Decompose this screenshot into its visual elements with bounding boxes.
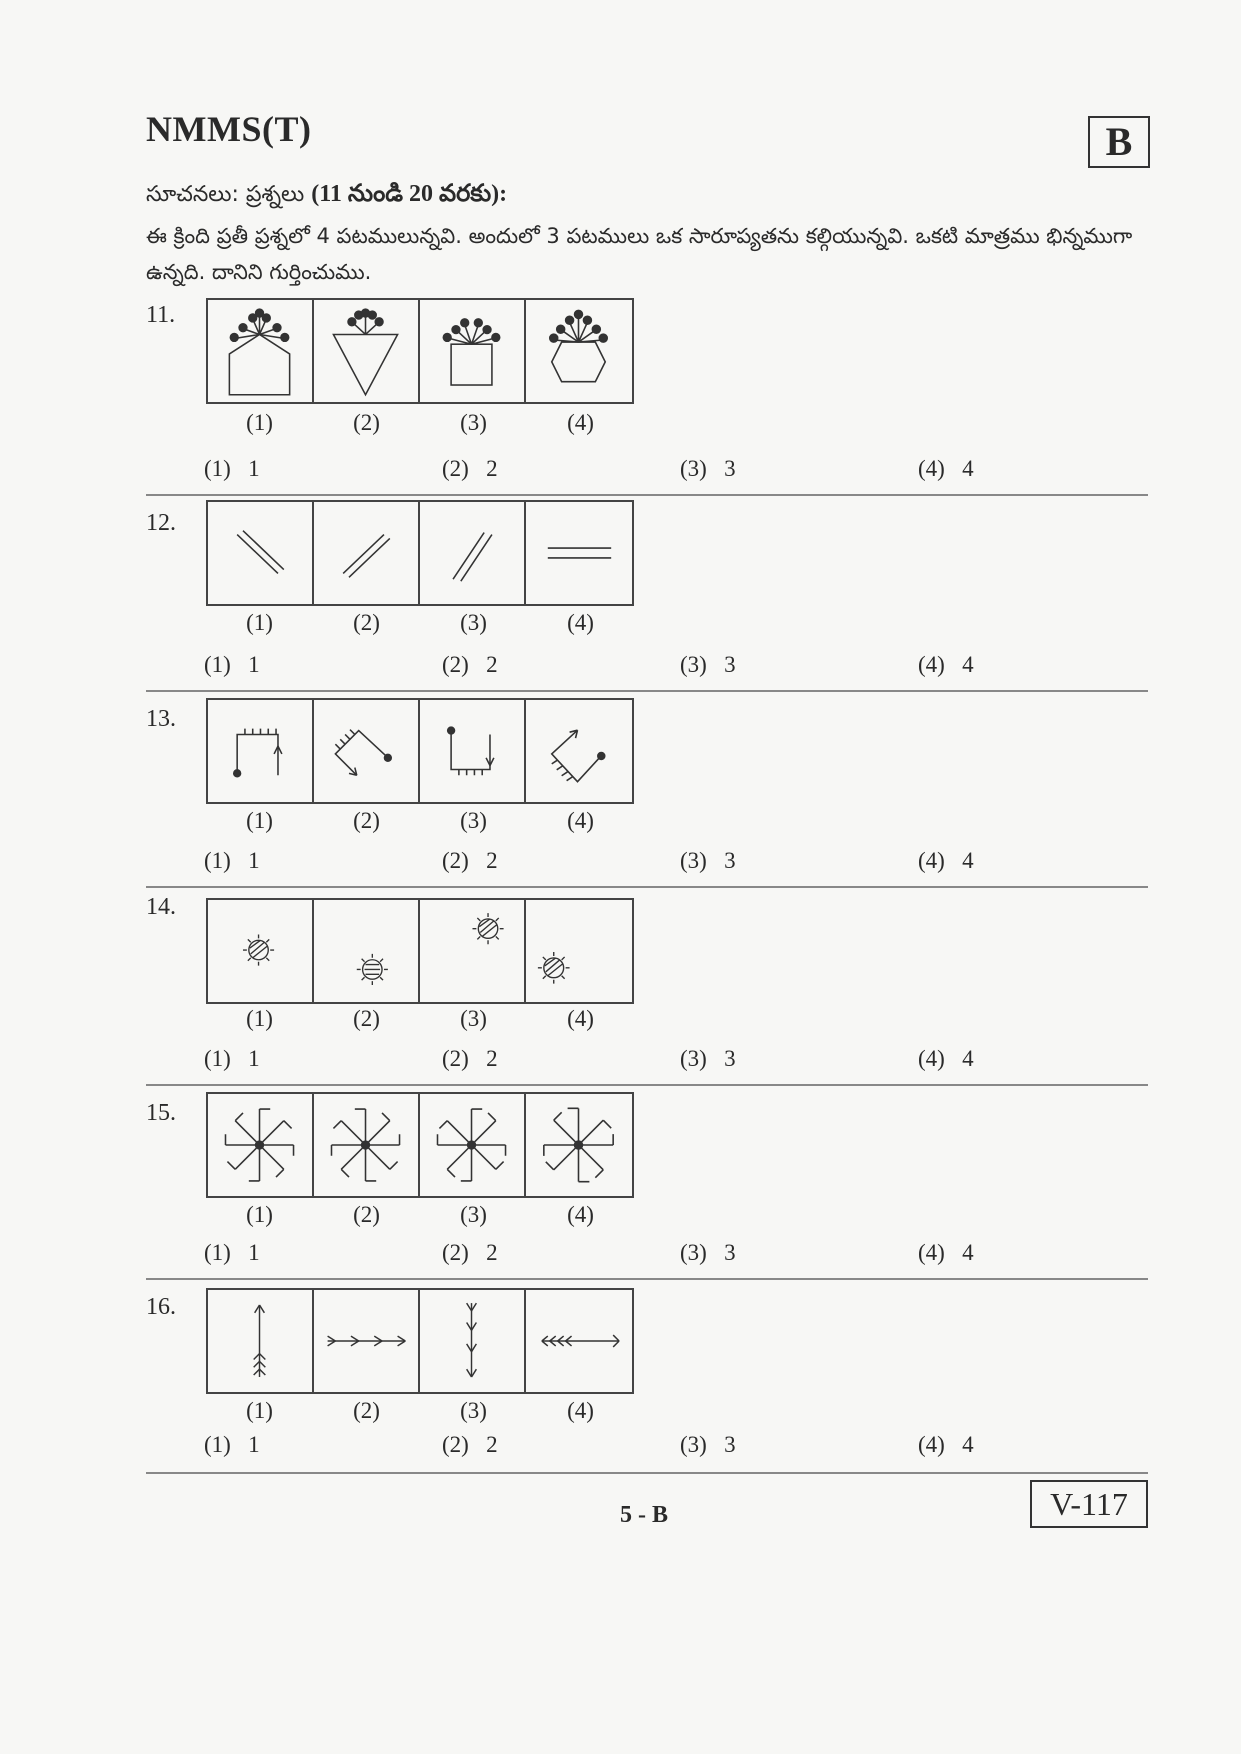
answer-option-1[interactable]: (1) 1 xyxy=(204,652,260,677)
figure-label: (2) xyxy=(353,1202,380,1227)
paper-code-box: V-117 xyxy=(1030,1480,1148,1528)
figure-label: (3) xyxy=(460,610,487,635)
set-code-box: B xyxy=(1088,116,1150,168)
answer-option-4[interactable]: (4) 4 xyxy=(918,456,974,481)
figure-labels xyxy=(206,410,634,436)
question-number: 11. xyxy=(146,302,176,328)
question-11-figures xyxy=(206,298,634,404)
figure-label: (3) xyxy=(460,410,487,435)
answer-option-3[interactable]: (3) 3 xyxy=(680,848,736,873)
figure-option-3 xyxy=(420,502,526,604)
figure-label: (1) xyxy=(246,808,273,833)
question-divider xyxy=(146,1472,1148,1474)
figure-label: (2) xyxy=(353,610,380,635)
figure-option-4 xyxy=(526,300,632,402)
figure-option-2 xyxy=(314,900,420,1002)
figure-option-3 xyxy=(420,300,526,402)
figure-label: (3) xyxy=(460,1006,487,1031)
figure-label: (4) xyxy=(567,1202,594,1227)
figure-option-3 xyxy=(420,900,526,1002)
instructions-heading xyxy=(146,180,507,213)
figure-option-4 xyxy=(526,900,632,1002)
question-13-figures xyxy=(206,698,634,804)
instructions-text: ఈ క్రింది ప్రతీ ప్రశ్నలో 4 పటములున్నవి. అందులో 3 పటములు ఒక సారూప్యతను కల్గియున్నవి. ఒకటి మాత్రము భిన్నముగా ఉన్నది. దానిని గుర్తించుము. xyxy=(146,224,1133,284)
figure-option-3 xyxy=(420,700,526,802)
figure-labels xyxy=(206,808,634,834)
question-divider xyxy=(146,1084,1148,1086)
answer-option-2[interactable]: (2) 2 xyxy=(442,456,498,481)
figure-option-4 xyxy=(526,700,632,802)
answer-option-1[interactable]: (1) 1 xyxy=(204,1046,260,1071)
figure-option-2 xyxy=(314,300,420,402)
answer-option-2[interactable]: (2) 2 xyxy=(442,848,498,873)
answer-option-3[interactable]: (3) 3 xyxy=(680,1432,736,1457)
question-12-figures xyxy=(206,500,634,606)
figure-label: (3) xyxy=(460,808,487,833)
question-14-figures xyxy=(206,898,634,1004)
figure-label: (1) xyxy=(246,1398,273,1423)
answer-option-4[interactable]: (4) 4 xyxy=(918,848,974,873)
answer-option-1[interactable]: (1) 1 xyxy=(204,1432,260,1457)
instructions-heading-prefix: సూచనలు: ప్రశ్నలు xyxy=(146,182,312,207)
figure-labels xyxy=(206,1006,634,1032)
answer-option-3[interactable]: (3) 3 xyxy=(680,652,736,677)
question-number: 16. xyxy=(146,1294,176,1320)
question-number: 14. xyxy=(146,894,176,920)
figure-label: (1) xyxy=(246,1006,273,1031)
figure-label: (3) xyxy=(460,1202,487,1227)
figure-option-1 xyxy=(208,502,314,604)
question-divider xyxy=(146,1278,1148,1280)
figure-label: (4) xyxy=(567,410,594,435)
answer-option-2[interactable]: (2) 2 xyxy=(442,1432,498,1457)
answer-option-4[interactable]: (4) 4 xyxy=(918,1240,974,1265)
figure-option-3 xyxy=(420,1094,526,1196)
figure-label: (4) xyxy=(567,1006,594,1031)
answer-option-3[interactable]: (3) 3 xyxy=(680,1240,736,1265)
page-number: 5 - B xyxy=(620,1502,668,1528)
figure-option-1 xyxy=(208,900,314,1002)
figure-label: (3) xyxy=(460,1398,487,1423)
figure-option-4 xyxy=(526,1094,632,1196)
answer-option-2[interactable]: (2) 2 xyxy=(442,1240,498,1265)
question-number: 12. xyxy=(146,510,176,536)
figure-label: (1) xyxy=(246,1202,273,1227)
figure-label: (4) xyxy=(567,1398,594,1423)
question-divider xyxy=(146,494,1148,496)
figure-option-4 xyxy=(526,1290,632,1392)
answer-option-2[interactable]: (2) 2 xyxy=(442,1046,498,1071)
figure-labels xyxy=(206,1202,634,1228)
figure-option-1 xyxy=(208,1290,314,1392)
figure-option-2 xyxy=(314,1290,420,1392)
figure-label: (4) xyxy=(567,808,594,833)
answer-option-4[interactable]: (4) 4 xyxy=(918,1432,974,1457)
answer-option-3[interactable]: (3) 3 xyxy=(680,456,736,481)
answer-option-3[interactable]: (3) 3 xyxy=(680,1046,736,1071)
question-16-figures xyxy=(206,1288,634,1394)
figure-option-1 xyxy=(208,1094,314,1196)
figure-label: (4) xyxy=(567,610,594,635)
question-divider xyxy=(146,886,1148,888)
question-number: 15. xyxy=(146,1100,176,1126)
figure-label: (2) xyxy=(353,1398,380,1423)
figure-label: (2) xyxy=(353,1006,380,1031)
question-15-figures xyxy=(206,1092,634,1198)
answer-option-1[interactable]: (1) 1 xyxy=(204,848,260,873)
figure-option-3 xyxy=(420,1290,526,1392)
figure-label: (1) xyxy=(246,610,273,635)
figure-option-1 xyxy=(208,700,314,802)
answer-option-1[interactable]: (1) 1 xyxy=(204,1240,260,1265)
question-number: 13. xyxy=(146,706,176,732)
answer-option-4[interactable]: (4) 4 xyxy=(918,652,974,677)
answer-option-4[interactable]: (4) 4 xyxy=(918,1046,974,1071)
instructions-heading-range: (11 నుండి 20 వరకు): xyxy=(311,181,508,207)
figure-option-1 xyxy=(208,300,314,402)
figure-label: (2) xyxy=(353,808,380,833)
page-title: NMMS(T) xyxy=(146,109,312,149)
figure-label: (2) xyxy=(353,410,380,435)
figure-labels xyxy=(206,610,634,636)
answer-option-1[interactable]: (1) 1 xyxy=(204,456,260,481)
question-divider xyxy=(146,690,1148,692)
figure-label: (1) xyxy=(246,410,273,435)
figure-option-2 xyxy=(314,1094,420,1196)
figure-labels xyxy=(206,1398,634,1424)
figure-option-2 xyxy=(314,700,420,802)
figure-option-2 xyxy=(314,502,420,604)
answer-option-2[interactable]: (2) 2 xyxy=(442,652,498,677)
figure-option-4 xyxy=(526,502,632,604)
